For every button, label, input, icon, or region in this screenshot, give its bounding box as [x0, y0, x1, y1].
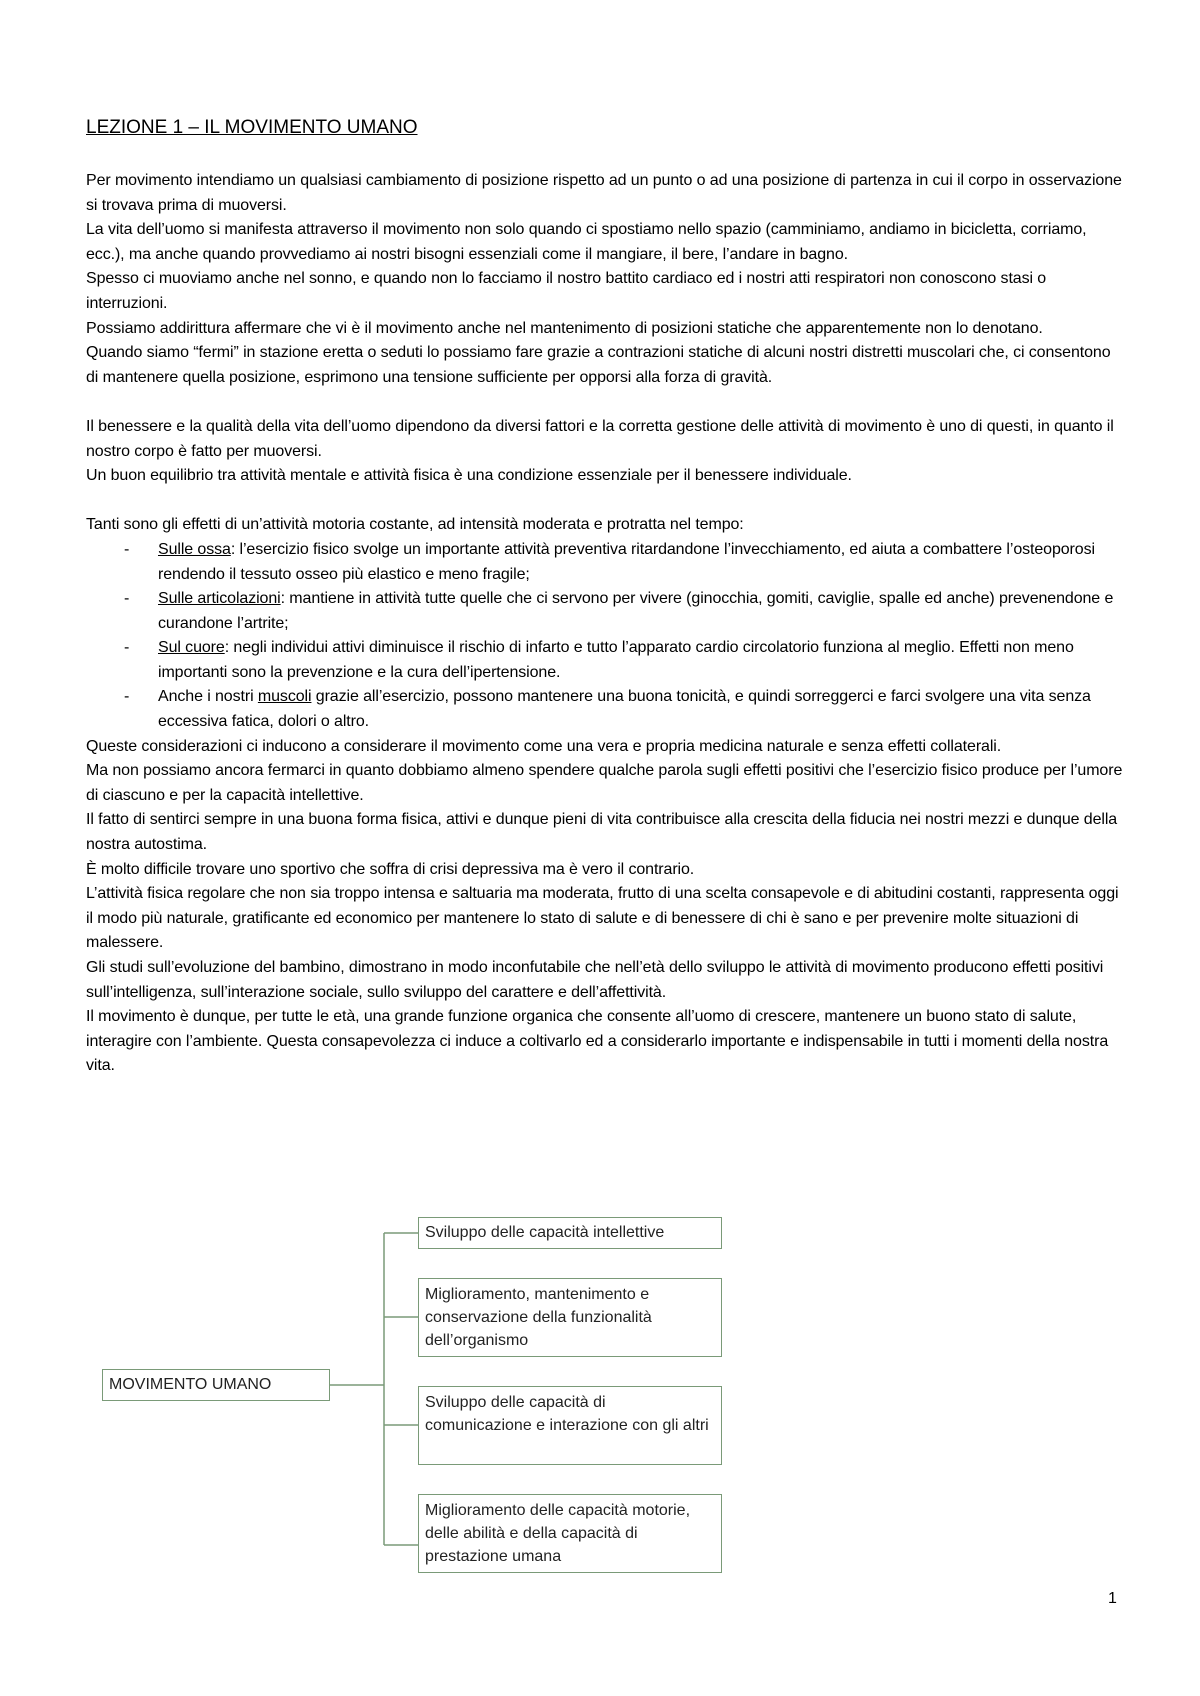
paragraph: Spesso ci muoviamo anche nel sonno, e quando non lo facciamo il nostro battito cardiaco ed i nostri atti respiratori non conoscono stasi o interruzioni. — [86, 270, 1047, 312]
paragraph-gap — [86, 390, 1126, 415]
paragraph: Queste considerazioni ci inducono a considerare il movimento come una vera e propria medicina naturale e senza effetti collaterali. — [86, 737, 1002, 755]
paragraph: È molto difficile trovare uno sportivo che soffra di crisi depressiva ma è vero il contrario. — [86, 860, 695, 878]
list-dash: - — [124, 639, 130, 657]
list-dash: - — [124, 540, 130, 558]
diagram-branch-node: Sviluppo delle capacità intellettive — [418, 1217, 722, 1249]
paragraph-gap — [86, 489, 1126, 514]
list-item — [86, 538, 1126, 587]
effects-list — [86, 538, 1126, 735]
paragraph: Il fatto di sentirci sempre in una buona forma fisica, attivi e dunque pieni di vita contribuisce alla crescita della fiducia nei nostri mezzi e dunque della nostra autostima. — [86, 811, 1118, 854]
list-item — [86, 685, 1126, 734]
diagram-root-node: MOVIMENTO UMANO — [102, 1369, 330, 1401]
paragraph: Gli studi sull’evoluzione del bambino, dimostrano in modo inconfutabile che nell’età dello sviluppo le attività di movimento producono effetti positivi sull’intelligenza, sull’interazione sociale, sullo sviluppo del carattere e dell’affettività. — [86, 959, 1104, 1001]
item-keyword: muscoli — [257, 688, 312, 706]
diagram-branch-node: Miglioramento delle capacità motorie, delle abilità e della capacità di prestazione umana — [418, 1494, 722, 1573]
paragraph: Il benessere e la qualità della vita dell’uomo dipendono da diversi fattori e la corretta gestione delle attività di movimento è uno di questi, in quanto il nostro corpo è fatto per muoversi. — [86, 417, 1114, 460]
paragraph: Possiamo addirittura affermare che vi è il movimento anche nel mantenimento di posizioni statiche che apparentemente non lo denotano. — [86, 319, 1043, 337]
diagram-branch-node: Miglioramento, mantenimento e conservazione della funzionalità dell’organismo — [418, 1278, 722, 1357]
list-dash: - — [124, 688, 130, 706]
item-keyword: Sul cuore — [158, 639, 225, 657]
paragraph: Il movimento è dunque, per tutte le età, una grande funzione organica che consente all’uomo di crescere, mantenere un buono stato di salute, interagire con l’ambiente. Questa consapevolezza ci induce a coltivarlo ed a considerarlo importante e indispensabile in tutti i momenti della nostra vita. — [86, 1008, 1109, 1075]
page-number: 1 — [1108, 1590, 1117, 1607]
item-text: grazie all’esercizio, possono mantenere una buona tonicità, e quindi sorreggerci e farci svolgere una vita senza eccessiva fatica, dolori o altro. — [158, 688, 1091, 731]
list-item — [86, 636, 1126, 685]
effects-intro: Tanti sono gli effetti di un’attività motoria costante, ad intensità moderata e protratta nel tempo: — [86, 516, 744, 534]
diagram-branch-node: Sviluppo delle capacità di comunicazione e interazione con gli altri — [418, 1386, 722, 1465]
list-dash: - — [124, 590, 130, 608]
item-keyword: Sulle ossa — [158, 540, 231, 558]
list-item — [86, 587, 1126, 636]
body-text — [86, 169, 1126, 1079]
page-title: LEZIONE 1 – IL MOVIMENTO UMANO — [86, 117, 418, 138]
item-prefix: Anche i nostri — [158, 688, 258, 706]
paragraph: Quando siamo “fermi” in stazione eretta o seduti lo possiamo fare grazie a contrazioni statiche di alcuni nostri distretti muscolari che, ci consentono di mantenere quella posizione, esprimono una tensione sufficiente per opporsi alla forza di gravità. — [86, 344, 1111, 386]
paragraph: L’attività fisica regolare che non sia troppo intensa e saltuaria ma moderata, frutto di una scelta consapevole e di abitudini costanti, rappresenta oggi il modo più naturale, gratificante ed economico per mantenere lo stato di salute e di benessere di chi è sano e per prevenire molte situazioni di malessere. — [86, 885, 1119, 952]
paragraph: Ma non possiamo ancora fermarci in quanto dobbiamo almeno spendere qualche parola sugli effetti positivi che l’esercizio fisico produce per l’umore di ciascuno e per la capacità intellettive. — [86, 762, 1123, 804]
item-keyword: Sulle articolazioni — [158, 590, 281, 608]
paragraph: Per movimento intendiamo un qualsiasi cambiamento di posizione rispetto ad un punto o ad una posizione di partenza in cui il corpo in osservazione si trovava prima di muoversi. — [86, 172, 1122, 214]
item-text: : mantiene in attività tutte quelle che ci servono per vivere (ginocchia, gomiti, caviglie, spalle ed anche) prevenendone e curandone l’artrite; — [158, 590, 1114, 632]
paragraph: La vita dell’uomo si manifesta attraverso il movimento non solo quando ci spostiamo nello spazio (camminiamo, andiamo in bicicletta, corriamo, ecc.), ma anche quando provvediamo ai nostri bisogni essenziali come il mangiare, il bere, l’andare in bagno. — [86, 221, 1087, 263]
item-text: : l’esercizio fisico svolge un importante attività preventiva ritardandone l’invecchiamento, ed aiuta a combattere l’osteoporosi rendendo il tessuto osseo più elastico e meno fragile; — [158, 540, 1095, 583]
item-text: : negli individui attivi diminuisce il rischio di infarto e tutto l’apparato cardio circolatorio funziona al meglio. Effetti non meno importanti sono la prevenzione e la cura dell’ipertensione. — [158, 639, 1074, 681]
paragraph: Un buon equilibrio tra attività mentale e attività fisica è una condizione essenziale per il benessere individuale. — [86, 467, 852, 485]
